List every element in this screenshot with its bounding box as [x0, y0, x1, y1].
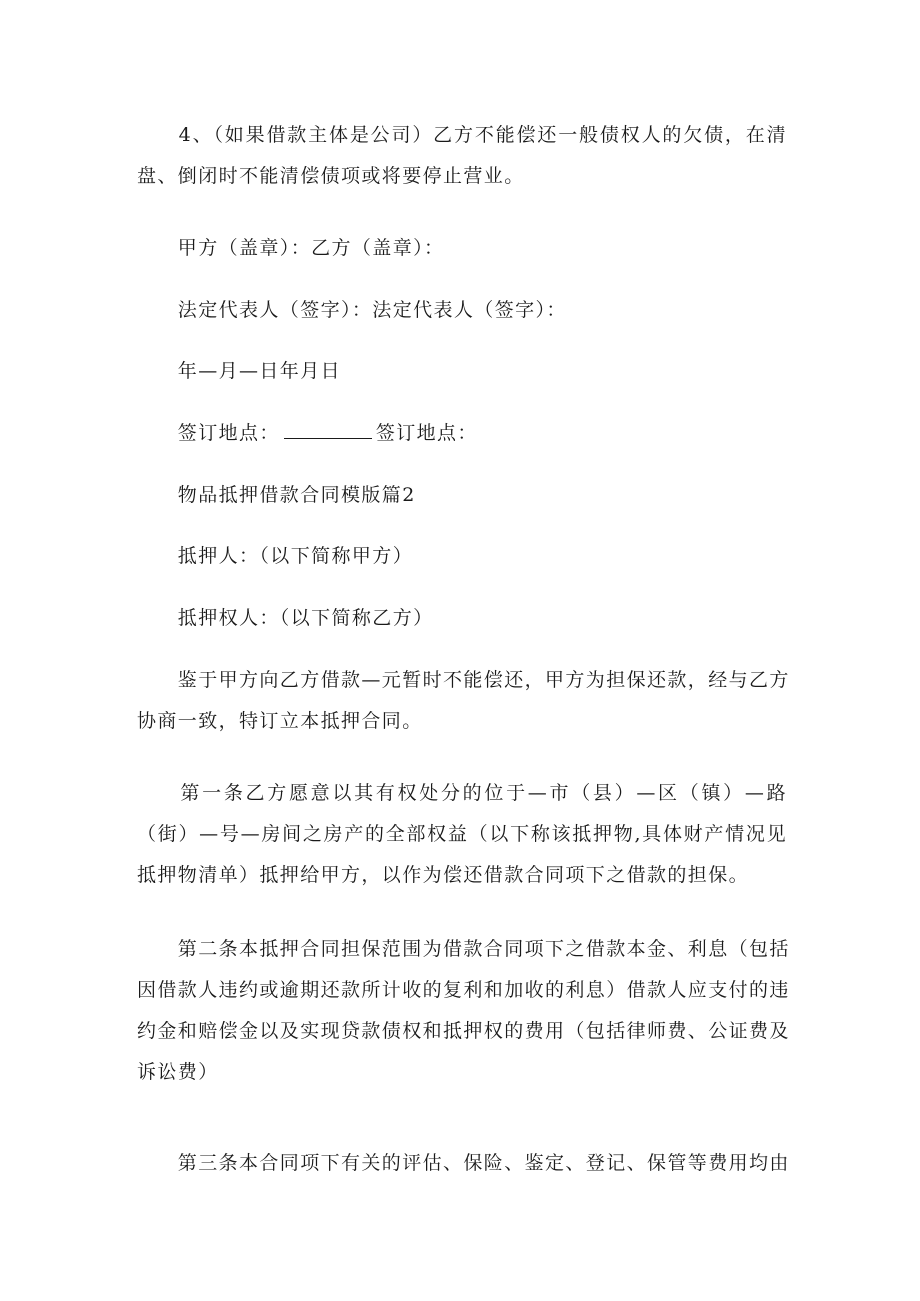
- date-line: [137, 351, 787, 392]
- article-2: [137, 929, 790, 1093]
- text-line: 因借款人违约或逾期还款所计收的复利和加收的利息）借款人应支付的违: [137, 979, 790, 1001]
- signing-place-line: [137, 413, 787, 454]
- text-line: 鉴于甲方向乙方借款—元暂时不能偿还，甲方为担保还款，经与乙方: [137, 669, 790, 691]
- text-line: 4、（如果借款主体是公司）乙方不能偿还一般债权人的欠债，在清: [137, 124, 787, 146]
- text-line: 协商一致，特订立本抵押合同。: [137, 710, 423, 732]
- text-line: 约金和赔偿金以及实现贷款债权和抵押权的费用（包括律师费、公证费及: [137, 1020, 790, 1042]
- text-line: 年—月—日年月日: [137, 360, 342, 382]
- signing-place-label: 签订地点：: [375, 422, 478, 444]
- representative-signature-line: [137, 290, 787, 331]
- text-line: 抵押物清单）抵押给甲方，以作为偿还借款合同项下之借款的担保。: [137, 864, 750, 886]
- section-heading: [137, 475, 787, 516]
- text-line: 甲方（盖章）：乙方（盖章）：: [137, 237, 445, 259]
- mortgagor-line: [137, 536, 787, 577]
- article-3: [137, 1143, 790, 1184]
- clause-4: [137, 115, 787, 197]
- text-line: 盘、倒闭时不能清偿债项或将要停止营业。: [137, 165, 525, 187]
- text-line: 第二条本抵押合同担保范围为借款合同项下之借款本金、利息（包括: [137, 938, 790, 960]
- text-line: 第三条本合同项下有关的评估、保险、鉴定、登记、保管等费用均由: [137, 1152, 790, 1174]
- text-line: [137, 413, 787, 454]
- text-line: 物品抵押借款合同模版篇2: [137, 484, 416, 506]
- text-line: 抵押权人：（以下简称乙方）: [137, 607, 434, 629]
- party-seal-line: [137, 228, 787, 269]
- text-line: 诉讼费）: [137, 1061, 219, 1083]
- preamble: [137, 660, 790, 742]
- text-line: 抵押人：（以下简称甲方）: [137, 545, 414, 567]
- article-1: [137, 773, 787, 896]
- signing-place-label: 签订地点：: [137, 422, 280, 444]
- text-line: 法定代表人（签字）：法定代表人（签字）：: [137, 299, 567, 321]
- text-line: 第一条乙方愿意以其有权处分的位于—市（县）—区（镇）—路: [137, 782, 787, 804]
- text-line: （街）—号—房间之房产的全部权益（以下称该抵押物,具体财产情况见: [137, 823, 787, 845]
- mortgagee-line: [137, 598, 787, 639]
- blank-underline: [284, 421, 372, 439]
